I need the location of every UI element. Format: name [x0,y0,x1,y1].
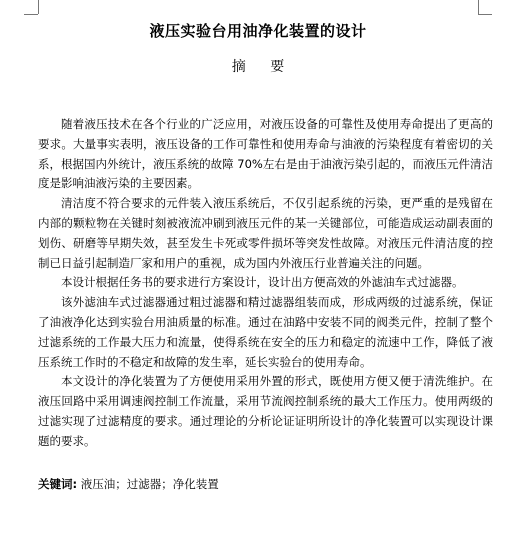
keywords-line [38,475,493,494]
abstract-paragraph-1: 随着液压技术在各个行业的广泛应用，对液压设备的可靠性及使用寿命提出了更高的要求。大量事实表明，液压设备的工作可靠性和使用寿命与油液的污染程度有着密切的关系，根据国内外统计，液压系统的故障 70%左右是由于油液污染引起的，而液压元件清洁度是影响油液污染的主要因素。 [38,117,493,191]
crop-mark-top-right-vertical [478,0,479,14]
abstract-paragraph-3: 本设计根据任务书的要求进行方案设计，设计出方便高效的外滤油车式过滤器。 [61,275,464,290]
document-title: 液压实验台用油净化装置的设计 [149,22,367,40]
abstract-heading: 摘 要 [231,59,295,75]
crop-mark-top-left-vertical [38,0,39,14]
keywords-text: 液压油；过滤器；净化装置 [77,477,219,491]
abstract-paragraph-5: 本文设计的净化装置为了方便使用采用外置的形式，既使用方便又便于清洗维护。在液压回路中采用调速阀控制工作流量，采用节流阀控制系统的最大工作压力。使用两级的过滤实现了过滤精度的要求。通过理论的分析论证证明所设计的净化装置可以实现设计课题的要求。 [38,374,493,448]
crop-mark-top-right-horizontal [478,14,492,15]
keywords-label: 关键词: [38,477,78,491]
abstract-paragraph-2: 清洁度不符合要求的元件装入液压系统后，不仅引起系统的污染，更严重的是残留在内部的颗粒物在关键时刻被液流冲刷到液压元件的某一关键部位，可能造成运动副表面的划伤、研磨等早期失效，甚至发生卡死或零件损坏等突发性故障。对液压元件清洁度的控制已日益引起制造厂家和用户的重视，成为国内外液压行业普遍关注的问题。 [38,196,493,270]
abstract-paragraph-4: 该外滤油车式过滤器通过粗过滤器和精过滤器组装而成，形成两级的过滤系统，保证了油液净化达到实验台用油质量的标准。通过在油路中安装不同的阀类元件，控制了整个过滤系统的工作最大压力和流量，使得系统在安全的压力和稳定的流速中工作，降低了液压系统工作时的不稳定和故障的发生率，延长实验台的使用寿命。 [38,295,493,369]
crop-mark-top-left-horizontal [24,14,38,15]
abstract-body [38,115,493,452]
